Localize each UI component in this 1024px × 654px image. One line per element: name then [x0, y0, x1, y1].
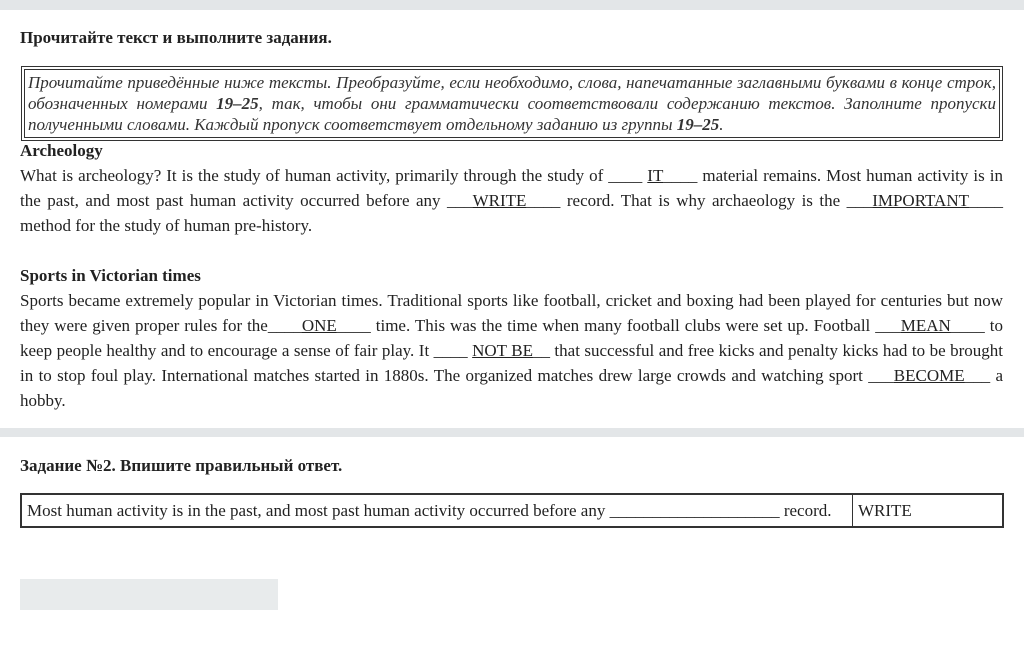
instruction-range: 19–25	[216, 94, 259, 113]
gap-word: NOT BE	[472, 341, 533, 360]
text: ____ to keep people healthy and to encourage a sense of fair play. It ____	[20, 316, 1003, 360]
instruction-part: .	[719, 115, 724, 134]
table-row	[21, 494, 1003, 527]
gap-word: MEAN	[900, 316, 951, 335]
archeology-section	[20, 138, 1003, 238]
archeology-paragraph	[20, 163, 1003, 238]
task2-heading: Задание №2. Впишите правильный ответ.	[20, 456, 343, 475]
sports-section	[20, 263, 1003, 413]
task2-word: WRITE	[853, 494, 1004, 527]
answer-input[interactable]	[20, 579, 278, 610]
text: ____ material remains. Most human activity is in the past, and most past human activity occurred before any ___	[20, 166, 1003, 210]
gap-word: WRITE	[472, 191, 527, 210]
task2-question: Most human activity is in the past, and most past human activity occurred before any ____________________ record.	[21, 494, 853, 527]
text: ____ time. This was the time when many football clubs were set up. Football ___	[336, 316, 901, 335]
instruction-text	[24, 69, 1000, 138]
archeology-heading: Archeology	[20, 141, 103, 160]
sports-paragraph	[20, 288, 1003, 413]
instruction-box	[21, 66, 1003, 141]
gap-word: ONE	[301, 316, 337, 335]
text: Sports became extremely popular in Victorian times. Traditional sports like football, cricket and boxing had been played for centuries but now they were given proper rules for the____	[20, 291, 1003, 335]
instruction-part: Прочитайте приведённые ниже тексты. Преобразуйте, если необходимо, слова, напечатанные заглавными буквами в конце строк, обозначенных номерами	[28, 73, 996, 113]
top-bar	[0, 0, 1024, 10]
instruction-range: 19–25	[676, 115, 720, 134]
section-divider	[0, 428, 1024, 437]
text: ____ method for the study of human pre-history.	[20, 191, 1003, 235]
text: ___ a hobby.	[20, 366, 1004, 410]
sports-heading: Sports in Victorian times	[20, 266, 201, 285]
instruction-part: , так, чтобы они грамматически соответствовали содержанию текстов. Заполните пропуски полученными словами. Каждый пропуск соответствует отдельному заданию из группы	[28, 94, 996, 134]
text: ____ record. That is why archaeology is the ___	[526, 191, 873, 210]
gap-word: IMPORTANT	[872, 191, 969, 210]
page-title: Прочитайте текст и выполните задания.	[20, 28, 332, 47]
gap-word: BECOME	[893, 366, 965, 385]
task2-table	[20, 493, 1004, 528]
gap-word: IT	[647, 166, 664, 185]
text: What is archeology? It is the study of human activity, primarily through the study of ____	[20, 166, 648, 185]
text: __ that successful and free kicks and penalty kicks had to be brought in to stop foul play. International matches started in 1880s. The organized matches drew large crowds and watching sport ___	[20, 341, 1003, 385]
